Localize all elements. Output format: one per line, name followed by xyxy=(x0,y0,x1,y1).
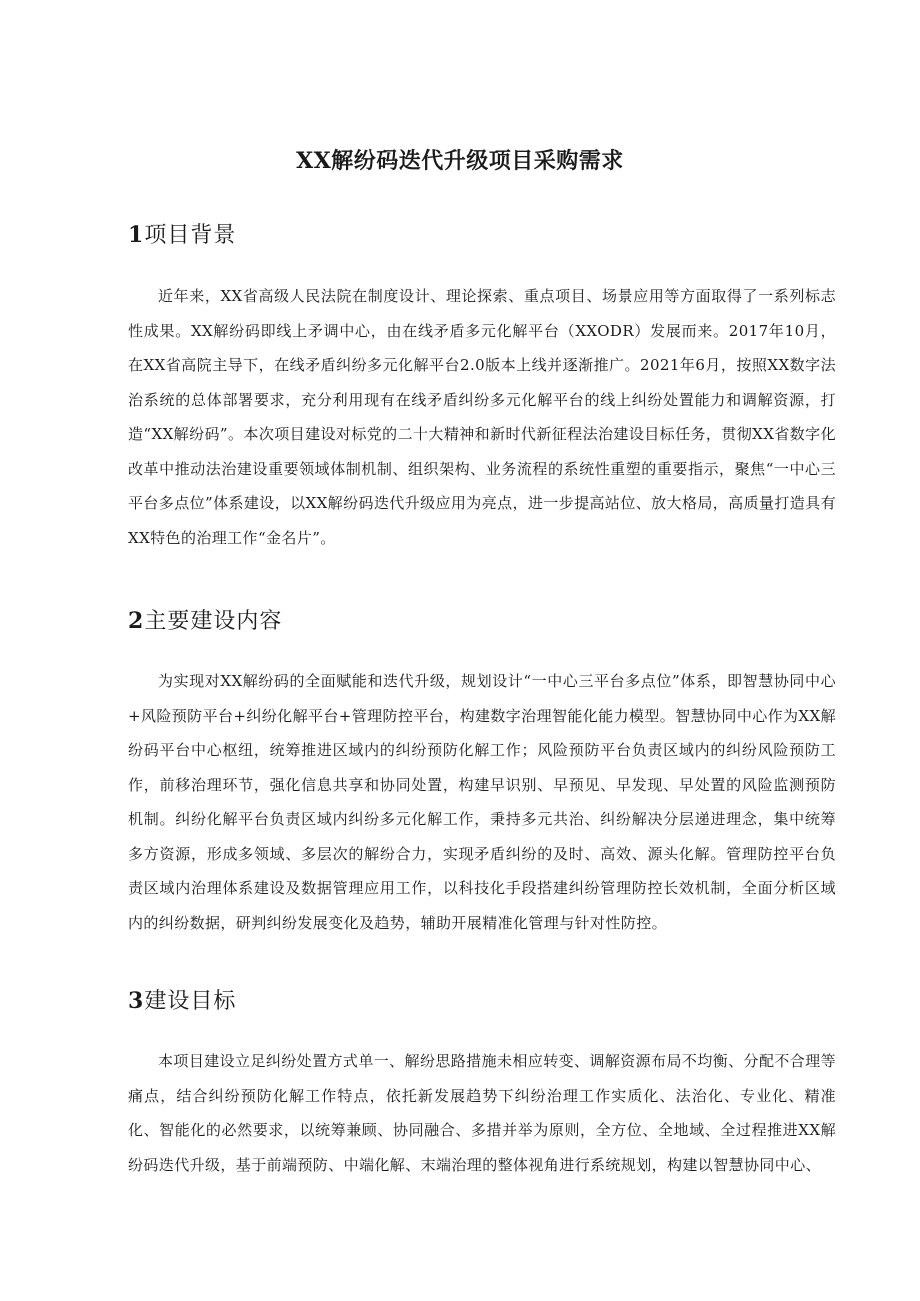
section-heading-main-content xyxy=(128,604,282,635)
section-heading-goals xyxy=(128,984,236,1015)
section-paragraph-background: 近年来，XX省高级人民法院在制度设计、理论探索、重点项目、场景应用等方面取得了一系列标志性成果。XX解纷码即线上矛调中心，由在线矛盾多元化解平台（XXODR）发展而来。2017年10月，在XX省高院主导下，在线矛盾纠纷多元化解平台2.0版本上线并逐渐推广。2021年6月，按照XX数字法治系统的总体部署要求，充分利用现有在线矛盾纠纷多元化解平台的线上纠纷处置能力和调解资源，打造“XX解纷码”。本次项目建设对标党的二十大精神和新时代新征程法治建设目标任务，贯彻XX省数字化改革中推动法治建设重要领域体制机制、组织架构、业务流程的系统性重塑的重要指示，聚焦“一中心三平台多点位”体系建设，以XX解纷码迭代升级应用为亮点，进一步提高站位、放大格局，高质量打造具有XX特色的治理工作“金名片”。 xyxy=(128,287,836,547)
document-title: XX解纷码迭代升级项目采购需求 xyxy=(296,148,624,174)
section-title: 项目背景 xyxy=(144,223,237,248)
section-title: 主要建设内容 xyxy=(144,609,283,634)
section-number: 3 xyxy=(128,988,145,1014)
section-number: 2 xyxy=(128,608,145,634)
section-paragraph-main-content: 为实现对XX解纷码的全面赋能和迭代升级，规划设计“一中心三平台多点位”体系，即智慧协同中心+风险预防平台+纠纷化解平台+管理防控平台，构建数字治理智能化能力模型。智慧协同中心作为XX解纷码平台中心枢纽，统筹推进区域内的纠纷预防化解工作；风险预防平台负责区域内的纠纷风险预防工作，前移治理环节，强化信息共享和协同处置，构建早识别、早预见、早发现、早处置的风险监测预防机制。纠纷化解平台负责区域内纠纷多元化解工作，秉持多元共治、纠纷解决分层递进理念，集中统筹多方资源，形成多领域、多层次的解纷合力，实现矛盾纠纷的及时、高效、源头化解。管理防控平台负责区域内治理体系建设及数据管理应用工作，以科技化手段搭建纠纷管理防控长效机制，全面分析区域内的纠纷数据，研判纠纷发展变化及趋势，辅助开展精准化管理与针对性防控。 xyxy=(128,672,836,932)
section-paragraph-goals: 本项目建设立足纠纷处置方式单一、解纷思路措施未相应转变、调解资源布局不均衡、分配不合理等痛点，结合纠纷预防化解工作特点，依托新发展趋势下纠纷治理工作实质化、法治化、专业化、精准化、智能化的必然要求，以统筹兼顾、协同融合、多措并举为原则，全方位、全地域、全过程推进XX解纷码迭代升级，基于前端预防、中端化解、末端治理的整体视角进行系统规划，构建以智慧协同中心、 xyxy=(128,1052,836,1174)
section-heading-background xyxy=(128,218,236,249)
section-number: 1 xyxy=(128,222,145,248)
section-title: 建设目标 xyxy=(144,989,237,1014)
